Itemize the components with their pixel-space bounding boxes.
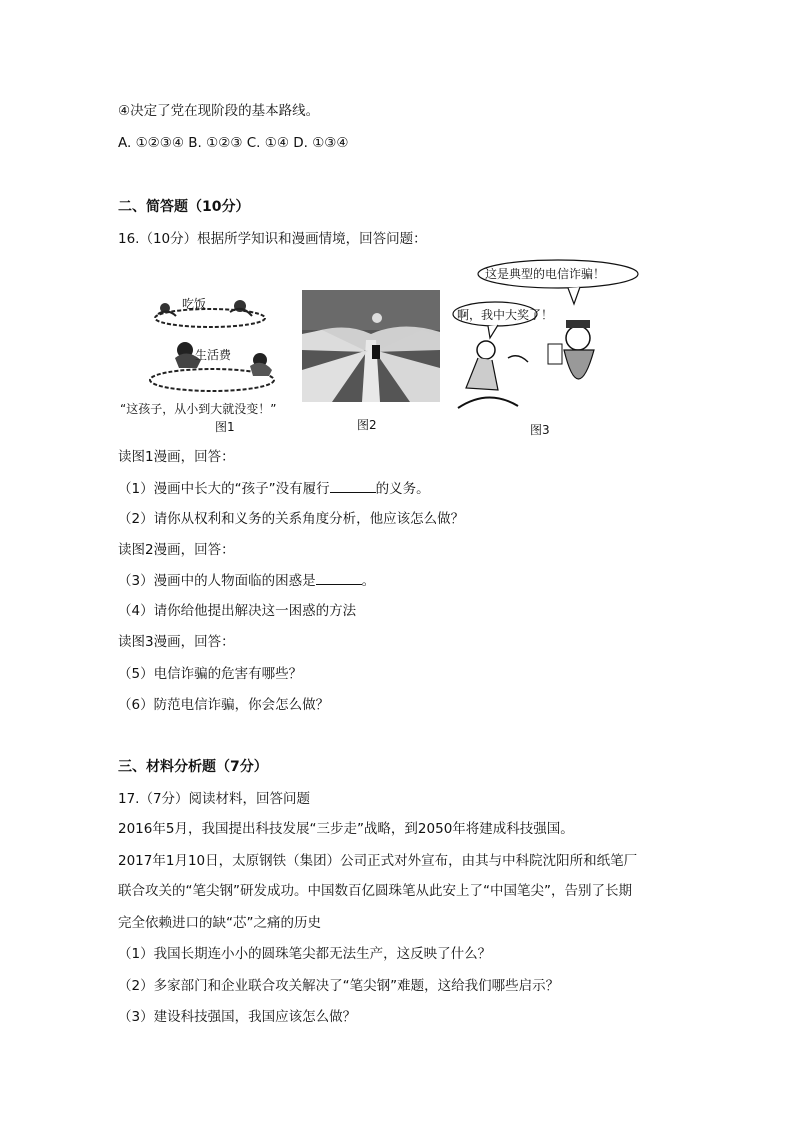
read-figure-2: 读图2漫画，回答： [118, 542, 235, 558]
material-paragraph-2-line-2: 联合攻关的“笔尖钢”研发成功。中国数百亿圆珠笔从此安上了“中国笔尖”，告别了长期 [118, 883, 632, 899]
question-17-1: （1）我国长期连小小的圆珠笔尖都无法生产，这反映了什么？ [118, 946, 492, 962]
material-paragraph-2-line-3: 完全依赖进口的缺“芯”之痛的历史 [118, 915, 321, 931]
figure-3-caption: 图3 [530, 423, 550, 437]
question-17-2: （2）多家部门和企业联合攻关解决了“笔尖钢”难题，这给我们哪些启示？ [118, 978, 560, 994]
figure-2-cartoon [302, 290, 440, 402]
question-16-1-prefix: （1）漫画中长大的“孩子”没有履行 [118, 481, 330, 497]
answer-blank [316, 572, 362, 585]
material-paragraph-2-line-1: 2017年1月10日，太原钢铁（集团）公司正式对外宣布，由其与中科院沈阳所和纸笔厂 [118, 853, 638, 869]
question-16-4: （4）请你给他提出解决这一困惑的方法 [118, 603, 357, 619]
question-16-3-suffix: 。 [361, 573, 376, 589]
answer-options: A. ①②③④ B. ①②③ C. ①④ D. ①③④ [118, 135, 349, 151]
figure-1-caption: 图1 [215, 420, 235, 434]
question-17: 17.（7分）阅读材料，回答问题 [118, 791, 311, 807]
section-2-heading: 二、简答题（10分） [118, 199, 250, 215]
figure-2-illustration [302, 290, 440, 402]
question-16-6: （6）防范电信诈骗，你会怎么做？ [118, 697, 330, 713]
read-figure-3: 读图3漫画，回答： [118, 634, 235, 650]
figure-3-bubble-big: 这是典型的电信诈骗！ [485, 267, 606, 281]
question-16-5: （5）电信诈骗的危害有哪些？ [118, 666, 303, 682]
section-3-heading: 三、材料分析题（7分） [118, 759, 268, 775]
material-paragraph-1: 2016年5月，我国提出科技发展“三步走”战略，到2050年将建成科技强国。 [118, 821, 574, 837]
figure-1-label-cost: 生活费 [195, 348, 232, 362]
question-16-2: （2）请你从权利和义务的关系角度分析，他应该怎么做？ [118, 511, 465, 527]
question-16-3-prefix: （3）漫画中的人物面临的困惑是 [118, 573, 316, 589]
question-16-1-suffix: 的义务。 [375, 481, 430, 497]
figure-3-bubble-small: 啊，我中大奖了！ [457, 308, 554, 322]
question-17-3: （3）建设科技强国，我国应该怎么做？ [118, 1009, 357, 1025]
question-16: 16.（10分）根据所学知识和漫画情境，回答问题： [118, 231, 427, 247]
question-16-3 [118, 572, 375, 590]
figure-3-illustration [448, 258, 648, 418]
answer-blank [330, 480, 376, 493]
figure-2-caption: 图2 [357, 418, 377, 432]
question-16-1 [118, 480, 430, 498]
read-figure-1: 读图1漫画，回答： [118, 449, 235, 465]
figure-1-quote: “这孩子，从小到大就没变！” [120, 402, 277, 416]
figure-1-label-eat: 吃饭 [182, 297, 207, 311]
item-4-text: ④决定了党在现阶段的基本路线。 [118, 103, 320, 119]
figure-3-cartoon [448, 258, 648, 418]
